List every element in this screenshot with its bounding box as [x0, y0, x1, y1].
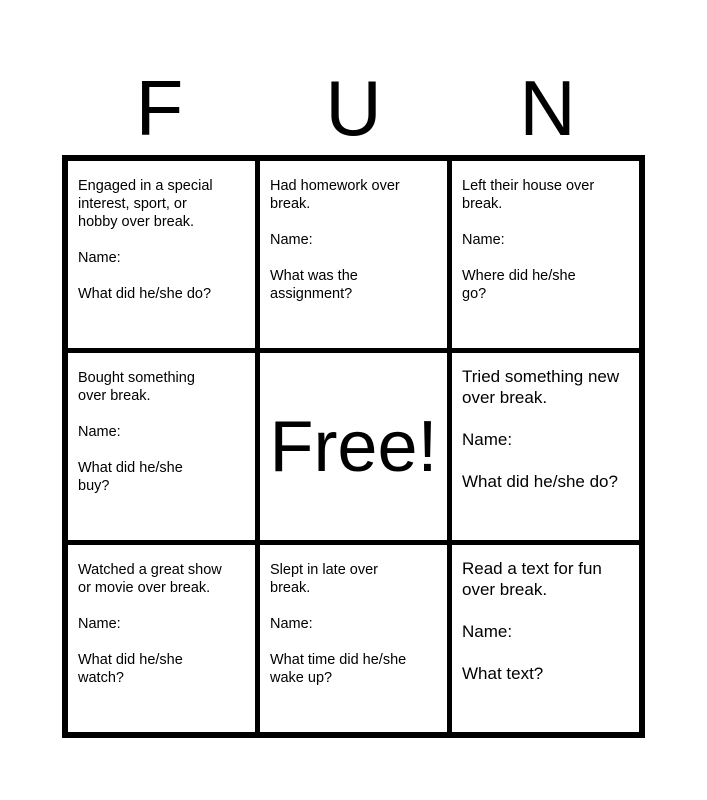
cell-prompt-text: Read a text for fun over break. Name: What text? — [462, 559, 602, 683]
cell-prompt-text: Engaged in a special interest, sport, or hobby over break. Name: What did he/she do? — [78, 178, 213, 302]
cell-prompt-text: Bought something over break. Name: What did he/she buy? — [78, 370, 195, 494]
bingo-header — [63, 66, 644, 150]
header-letter-u: U — [325, 64, 382, 152]
cell-prompt-text: Had homework over break. Name: What was the assignment? — [270, 178, 400, 302]
cell-prompt-text: Watched a great show or movie over break. Name: What did he/she watch? — [78, 562, 222, 686]
bingo-cell-hobby[interactable] — [68, 161, 255, 348]
bingo-cell-watched[interactable] — [68, 545, 255, 732]
bingo-cell-read-text[interactable] — [452, 545, 639, 732]
cell-prompt-text: Slept in late over break. Name: What time did he/she wake up? — [270, 562, 407, 686]
bingo-cell-homework[interactable] — [260, 161, 447, 348]
header-letter-n: N — [519, 64, 576, 152]
free-space-text: Free! — [269, 406, 438, 487]
bingo-board — [62, 155, 645, 738]
bingo-cell-left-house[interactable] — [452, 161, 639, 348]
bingo-cell-bought[interactable] — [68, 353, 255, 540]
bingo-cell-slept-late[interactable] — [260, 545, 447, 732]
header-letter-f: F — [135, 64, 184, 152]
cell-prompt-text: Left their house over break. Name: Where did he/she go? — [462, 178, 595, 302]
bingo-cell-tried-new[interactable] — [452, 353, 639, 540]
bingo-cell-free[interactable] — [260, 353, 447, 540]
cell-prompt-text: Tried something new over break. Name: What did he/she do? — [462, 367, 620, 491]
